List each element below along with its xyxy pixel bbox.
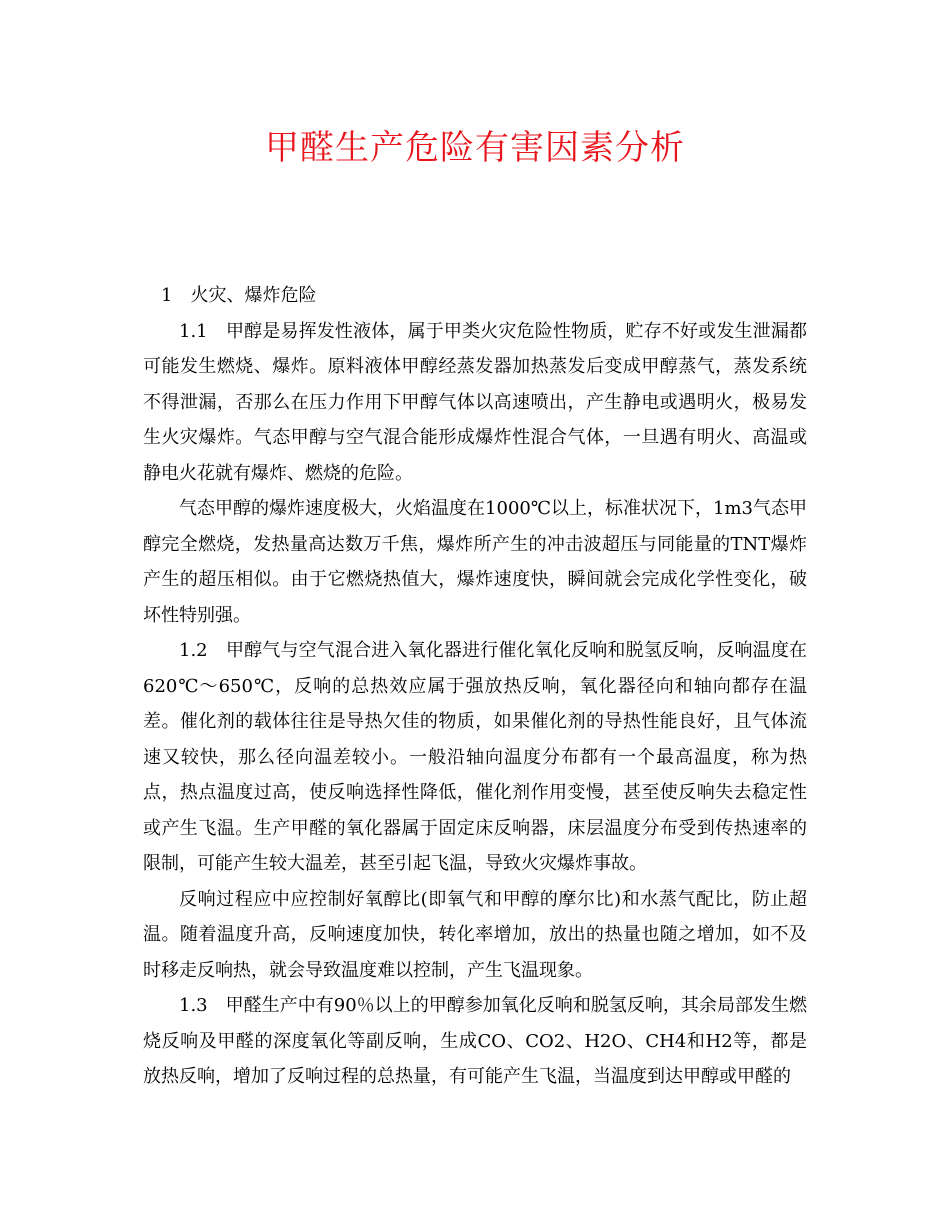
document-title: 甲醛生产危险有害因素分析 [265, 128, 685, 168]
document-body [143, 278, 807, 1095]
paragraph-explosion-speed: 气态甲醇的爆炸速度极大，火焰温度在1000℃以上，标准状况下，1m3气态甲醇完全燃烧，发热量高达数万千焦，爆炸所产生的冲击波超压与同能量的TNT爆炸产生的超压相似。由于它燃烧热值大，爆炸速度快，瞬间就会完成化学性变化，破坏性特别强。 [143, 498, 807, 626]
paragraph-reaction-control: 反响过程应中应控制好氧醇比(即氧气和甲醇的摩尔比)和水蒸气配比，防止超温。随着温度升高，反响速度加快，转化率增加，放出的热量也随之增加，如不及时移走反响热，就会导致温度难以控制，产生飞温现象。 [143, 888, 807, 981]
paragraph-1-3: 1.3 甲醛生产中有90％以上的甲醇参加氧化反响和脱氢反响，其余局部发生燃烧反响及甲醛的深度氧化等副反响，生成CO、CO2、H2O、CH4和H2等，都是放热反响，增加了反响过程的总热量，有可能产生飞温，当温度到达甲醇或甲醛的 [143, 995, 807, 1087]
paragraph-1-2: 1.2 甲醇气与空气混合进入氧化器进行催化氧化反响和脱氢反响，反响温度在620℃～650℃，反响的总热效应属于强放热反响，氧化器径向和轴向都存在温差。催化剂的载体往往是导热欠佳的物质，如果催化剂的导热性能良好，且气体流速又较快，那么径向温差较小。一般沿轴向温度分布都有一个最高温度，称为热点，热点温度过高，使反响选择性降低，催化剂作用变慢，甚至使反响失去稳定性或产生飞温。生产甲醛的氧化器属于固定床反响器，床层温度分布受到传热速率的限制，可能产生较大温差，甚至引起飞温，导致火灾爆炸事故。 [143, 640, 807, 874]
section-heading: 1 火灾、爆炸危险 [161, 285, 317, 306]
paragraph-1-1: 1.1 甲醇是易挥发性液体，属于甲类火灾危险性物质，贮存不好或发生泄漏都可能发生燃烧、爆炸。原料液体甲醇经蒸发器加热蒸发后变成甲醇蒸气，蒸发系统不得泄漏，否那么在压力作用下甲醇气体以高速喷出，产生静电或遇明火，极易发生火灾爆炸。气态甲醇与空气混合能形成爆炸性混合气体，一旦遇有明火、高温或静电火花就有爆炸、燃烧的危险。 [143, 320, 807, 484]
